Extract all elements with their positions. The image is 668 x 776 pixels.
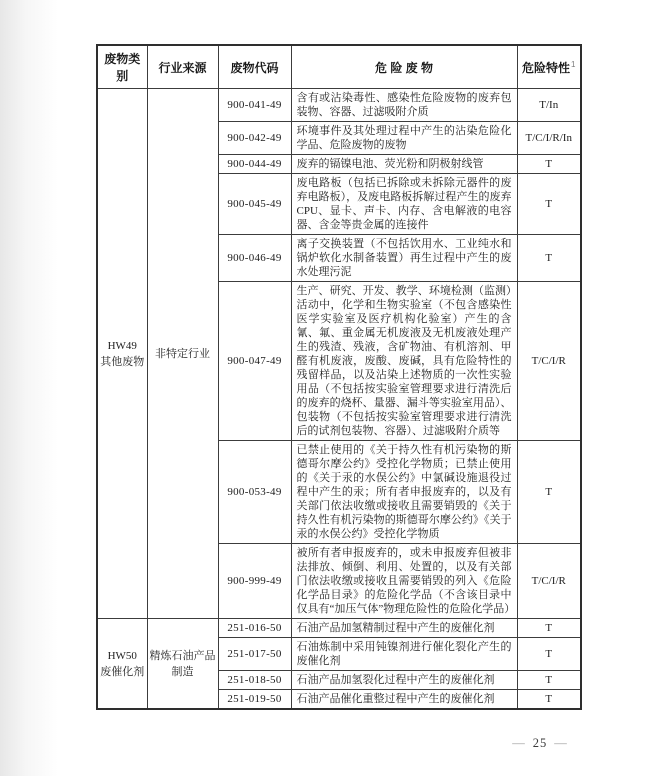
- waste-description: 石油产品加氢精制过程中产生的废催化剂: [291, 619, 517, 638]
- waste-code: 251-019-50: [218, 690, 291, 710]
- footnote-marker: 1: [571, 59, 576, 69]
- industry-source-cell-hw49: 非特定行业: [147, 89, 218, 619]
- col-header-waste-code: 废物代码: [218, 45, 291, 89]
- waste-description: 含有或沾染毒性、感染性危险废物的废弃包装物、容器、过滤吸附介质: [291, 89, 517, 122]
- hazard-property: T: [517, 174, 581, 235]
- col-header-hazardous-waste: 危 险 废 物: [291, 45, 517, 89]
- waste-code: 251-017-50: [218, 638, 291, 671]
- table-row: [97, 619, 581, 638]
- waste-category-cell-hw50: [97, 619, 147, 710]
- waste-code: 900-046-49: [218, 235, 291, 282]
- waste-code: 900-045-49: [218, 174, 291, 235]
- col-header-waste-category: 废物类别: [97, 45, 147, 89]
- hazardous-waste-table: [96, 44, 582, 710]
- waste-description: 废电路板（包括已拆除或未拆除元器件的废弃电路板），及废电路板拆解过程产生的废弃CPU、显卡、声卡、内存、含电解液的电容器、含金等贵金属的连接件: [291, 174, 517, 235]
- waste-description: 石油炼制中采用钝镍剂进行催化裂化产生的废催化剂: [291, 638, 517, 671]
- hazard-property: T: [517, 235, 581, 282]
- page-number-dash-left: —: [512, 736, 526, 750]
- hazard-property: T/In: [517, 89, 581, 122]
- waste-description: 生产、研究、开发、教学、环境检测（监测）活动中，化学和生物实验室（不包含感染性医学实验室及医疗机构化验室）产生的含氰、氟、重金属无机废液及无机废液处理产生的残渣、残液，含矿物油、有机溶剂、甲醛有机废液，废酸、废碱，具有危险特性的残留样品，以及沾染上述物质的一次性实验用品（不包括按实验室管理要求进行清洗后的废弃的烧杯、量器、漏斗等实验室用品）、包装物（不包括按实验室管理要求进行清洗后的试剂包装物、容器）、过滤吸附介质等: [291, 282, 517, 441]
- hazard-property: T: [517, 441, 581, 544]
- waste-description: 被所有者申报废弃的，或未申报废弃但被非法排放、倾倒、利用、处置的，以及有关部门依法收缴或接收且需要销毁的列入《危险化学品目录》的危险化学品（不含该目录中仅具有“加压气体”物理危险性的危险化学品）: [291, 544, 517, 619]
- category-code: HW49: [107, 339, 137, 352]
- waste-description: 石油产品加氢裂化过程中产生的废催化剂: [291, 671, 517, 690]
- waste-category-cell-hw49: [97, 89, 147, 619]
- waste-description: 环境事件及其处理过程中产生的沾染危险化学品、危险废物的废物: [291, 122, 517, 155]
- hazard-property: T: [517, 155, 581, 174]
- page-edge-shadow: [0, 0, 58, 776]
- hazard-property: T/C/I/R: [517, 544, 581, 619]
- waste-description: 已禁止使用的《关于持久性有机污染物的斯德哥尔摩公约》受控化学物质；已禁止使用的《关于汞的水俣公约》中氯碱设施退役过程中产生的汞；所有者申报废弃的，以及有关部门依法收缴或接收且需要销毁的《关于持久性有机污染物的斯德哥尔摩公约》《关于汞的水俣公约》受控化学物质: [291, 441, 517, 544]
- waste-code: 900-999-49: [218, 544, 291, 619]
- hazard-property-label: 危险特性: [522, 60, 571, 75]
- hazard-property: T/C/I/R/In: [517, 122, 581, 155]
- waste-code: 900-041-49: [218, 89, 291, 122]
- hazard-property: T: [517, 690, 581, 710]
- category-name: 废催化剂: [100, 665, 145, 678]
- page-number-value: 25: [532, 736, 548, 750]
- col-header-industry-source: 行业来源: [147, 45, 218, 89]
- category-code: HW50: [107, 649, 137, 662]
- waste-code: 900-047-49: [218, 282, 291, 441]
- industry-source-cell-hw50: 精炼石油产品制造: [147, 619, 218, 710]
- hazard-property: T/C/I/R: [517, 282, 581, 441]
- waste-code: 900-042-49: [218, 122, 291, 155]
- waste-description: 离子交换装置（不包括饮用水、工业纯水和锅炉软化水制备装置）再生过程中产生的废水处理污泥: [291, 235, 517, 282]
- hazard-property: T: [517, 671, 581, 690]
- waste-code: 251-016-50: [218, 619, 291, 638]
- col-header-hazard-property: [517, 45, 581, 89]
- category-name: 其他废物: [100, 355, 145, 368]
- waste-description: 石油产品催化重整过程中产生的废催化剂: [291, 690, 517, 710]
- table-header-row: [97, 45, 581, 89]
- page-number: [498, 736, 582, 751]
- waste-code: 900-044-49: [218, 155, 291, 174]
- page-number-dash-right: —: [554, 736, 568, 750]
- hazard-property: T: [517, 638, 581, 671]
- waste-code: 251-018-50: [218, 671, 291, 690]
- table-row: [97, 89, 581, 122]
- waste-description: 废弃的镉镍电池、荧光粉和阴极射线管: [291, 155, 517, 174]
- waste-code: 900-053-49: [218, 441, 291, 544]
- hazard-property: T: [517, 619, 581, 638]
